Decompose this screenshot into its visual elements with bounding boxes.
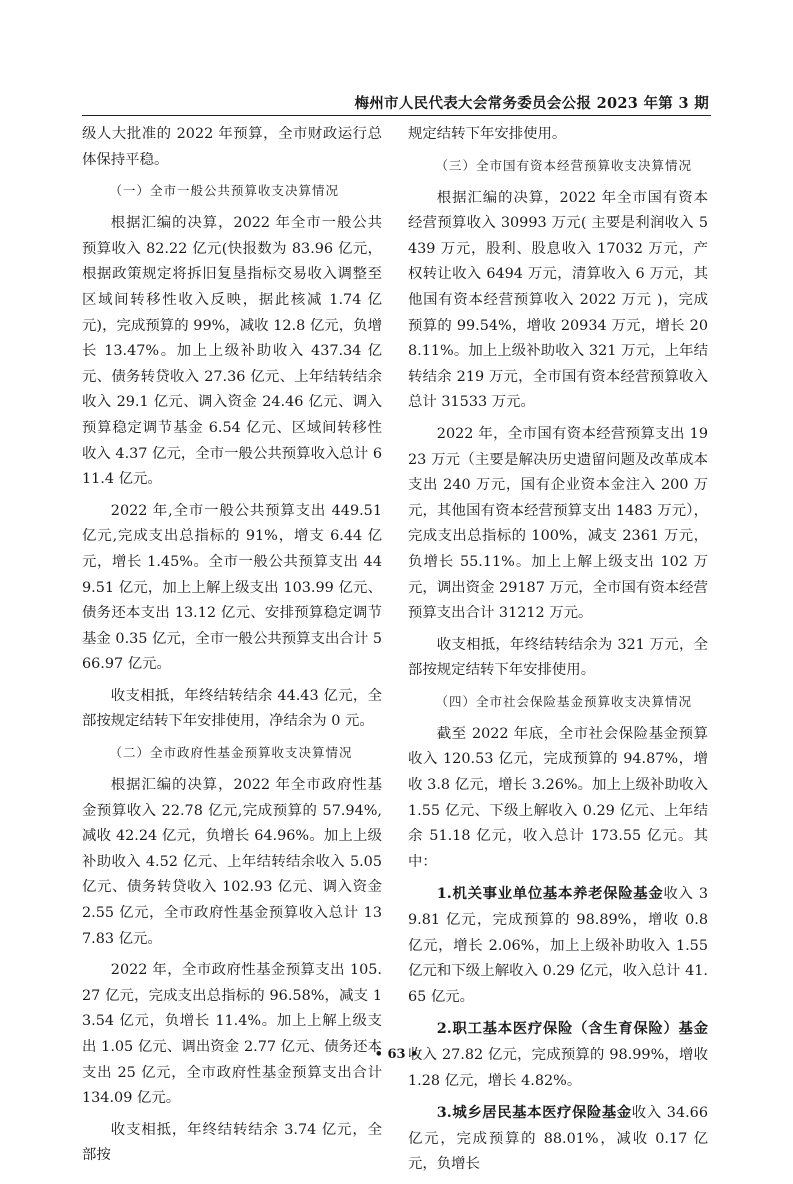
paragraph: 根据汇编的决算，2022 年全市政府性基金预算收入 22.78 亿元,完成预算的 57.94%,减收 42.24 亿元，负增长 64.96%。加上上级补助收入 4.52 亿元、上年结转结余收入 5.05 亿元、债务转贷收入 102.93 亿元、调入资金 2.55 亿元，全市政府性基金预算收入总计 137.83 亿元。 bbox=[82, 777, 382, 947]
paragraph: 2022 年，全市国有资本经营预算支出 1923 万元（主要是解决历史遗留问题及改革成本支出 240 万元，国有企业资本金注入 200 万元，其他国有资本经营预算支出 1483 万元），完成支出总指标的 100%，减支 2361 万元，负增长 55.11%。加上上解上级支出 102 万元，调出资金 29187 万元，全市国有资本经营预算支出合计 31212 万元。 bbox=[408, 425, 708, 622]
paragraph: 根据汇编的决算，2022 年全市一般公共预算收入 82.22 亿元(快报数为 83.96 亿元，根据政策规定将拆旧复垦指标交易收入调整至区域间转移性收入反映，据此核减 1.74 亿元)，完成预算的 99%，减收 12.8 亿元，负增长 13.47%。加上上级补助收入 437.34 亿元、债务转贷收入 27.36 亿元、上年结转结余收入 29.1 亿元、调入资金 24.46 亿元、调入预算稳定调节基金 6.54 亿元、区域间转移性收入 4.37 亿元，全市一般公共预算收入总计 611.4 亿元。 bbox=[82, 215, 382, 488]
paragraph: 根据汇编的决算，2022 年全市国有资本经营预算收入 30993 万元( 主要是利润收入 5439 万元，股利、股息收入 17032 万元，产权转让收入 6494 万元，清算收入 6 万元，其他国有资本经营预算收入 2022 万元 )，完成预算的 99.54%，增收 20934 万元，增长 208.11%。加上上级补助收入 321 万元，上年结转结余 219 万元，全市国有资本经营预算收入总计 31533 万元。 bbox=[408, 189, 708, 411]
paragraph: 截至 2022 年底，全市社会保险基金预算收入 120.53 亿元，完成预算的 94.87%，增收 3.8 亿元，增长 3.26%。加上上级补助收入 1.55 亿元、下级上解收入 0.29 亿元、上年结余 51.18 亿元，收入总计 173.55 亿元。其中： bbox=[408, 725, 708, 870]
paragraph: 收支相抵，年终结转结余为 321 万元，全部按规定结转下年安排使用。 bbox=[408, 636, 708, 679]
fund-name: 3.城乡居民基本医疗保险基金 bbox=[436, 1104, 632, 1122]
paragraph: 规定结转下年安排使用。 bbox=[408, 126, 567, 142]
paragraph: 收支相抵，年终结转结余 44.43 亿元，全部按规定结转下年安排使用，净结余为 0 元。 bbox=[82, 687, 382, 730]
section-heading: （三）全市国有资本经营预算收支决算情况 bbox=[435, 157, 693, 173]
section-heading: （四）全市社会保险基金预算收支决算情况 bbox=[435, 693, 693, 709]
paragraph-text: 收入 34.66 亿元，完成预算的 88.01%，减收 0.17 亿元，负增长 bbox=[408, 1105, 708, 1173]
page-number: • 63 • bbox=[374, 1047, 419, 1062]
paragraph-text: 收入 39.81 亿元，完成预算的 98.89%，增收 0.8 亿元，增长 2.06%，加上上级补助收入 1.55 亿元和下级上解收入 0.29 亿元，收入总计 41.65 亿元。 bbox=[408, 886, 708, 1005]
header-divider bbox=[82, 115, 711, 116]
section-heading: （一）全市一般公共预算收支决算情况 bbox=[109, 183, 340, 199]
right-column bbox=[408, 122, 708, 1184]
fund-name: 2.职工基本医疗保险（含生育保险）基金 bbox=[436, 1020, 708, 1038]
section-heading: （二）全市政府性基金预算收支决算情况 bbox=[109, 745, 353, 761]
paragraph: 收支相抵，年终结转结余 3.74 亿元，全部按 bbox=[82, 1121, 382, 1164]
paragraph bbox=[408, 1100, 708, 1178]
paragraph bbox=[408, 881, 708, 1010]
header-title: 梅州市人民代表大会常务委员会公报 2023 年第 3 期 bbox=[354, 95, 709, 112]
paragraph: 2022 年,全市一般公共预算支出 449.51 亿元,完成支出总指标的 91%，增支 6.44 亿元，增长 1.45%。全市一般公共预算支出 449.51 亿元，加上上解上级支出 103.99 亿元、债务还本支出 13.12 亿元、安排预算稳定调节基金 0.35 亿元，全市一般公共预算支出合计 566.97 亿元。 bbox=[82, 502, 382, 673]
paragraph: 2022 年，全市政府性基金预算支出 105.27 亿元，完成支出总指标的 96.58%，减支 13.54 亿元，负增长 11.4%。加上上解上级支出 1.05 亿元、调出资金 2.77 亿元、债务还本支出 25 亿元，全市政府性基金预算支出合计 134.09 亿元。 bbox=[82, 962, 382, 1107]
paragraph: 级人大批准的 2022 年预算，全市财政运行总体保持平稳。 bbox=[82, 126, 382, 168]
left-column bbox=[82, 122, 382, 1175]
fund-name: 1.机关事业单位基本养老保险基金 bbox=[436, 885, 664, 903]
paragraph-text: 收入 27.82 亿元，完成预算的 98.99%，增收 1.28 亿元，增长 4.82%。 bbox=[408, 1047, 708, 1089]
